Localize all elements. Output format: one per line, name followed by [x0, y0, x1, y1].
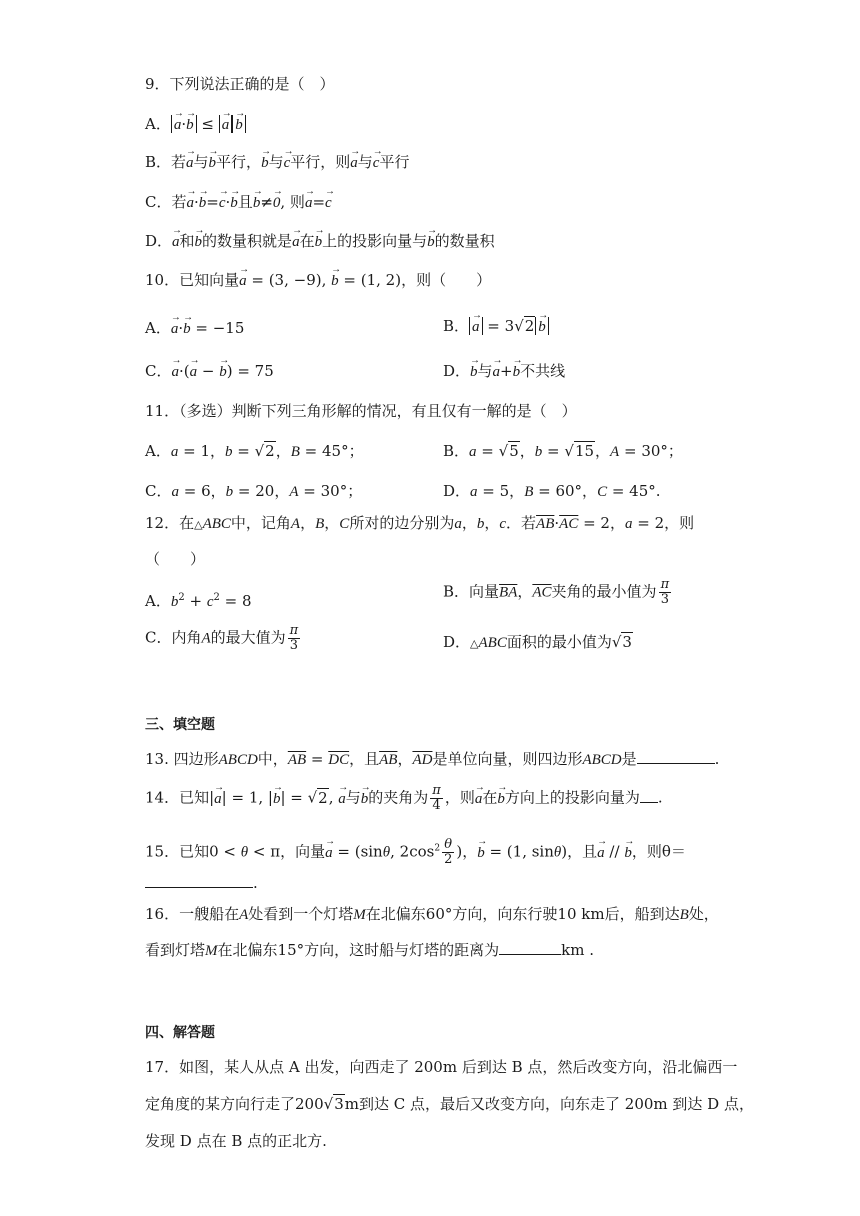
section-fill-in-blank-heading: 三、填空题	[145, 717, 215, 733]
q14: 14．已知|→ a| = 1, |→ b| = √2, → a与→ b的夹角为 $\frac{\pi}{4}$ ，则→ a在→ b方向上的投影向量为 .	[145, 784, 663, 813]
q10-option-c: C．→ a·(→ a − → b) = 75	[145, 361, 274, 382]
q12-option-a: A．$b^2 + c^2 = 8$	[145, 592, 252, 610]
q15-answer-blank[interactable]: .	[145, 873, 258, 893]
q17-line2: 定角度的某方向行走了200√3m到达 C 点，最后又改变方向，向东走了 200m 到达 D 点，	[145, 1095, 754, 1113]
q9-option-b: B．若→ a与→ b平行，→ b与→ c平行，则→ a与→ c平行	[145, 152, 409, 173]
q17-line1: 17．如图，某人从点 A 出发，向西走了 200m 后到达 B 点，然后改变方向，沿北偏西一	[145, 1058, 738, 1076]
q9-option-c: C．若→ a·→ b=→ c·→ b且→ b≠→ 0, 则→ a=→ c	[145, 192, 332, 213]
q10-option-a: A．→ a·→ b = −15	[145, 318, 244, 339]
q17-line3: 发现 D 点在 B 点的正北方.	[145, 1132, 327, 1150]
q11-option-d: D．a = 5，B = 60°，C = 45°.	[443, 482, 661, 500]
q12-stem-line2: （ ）	[145, 550, 206, 568]
q12-option-b: B．向量$\overline{BA}$，$\overline{AC}$夹角的最小值为 $\frac{\pi}{3}$	[443, 577, 670, 607]
q10-stem: 10．已知向量→ a = (3, −9), → b = (1, 2)，则（ ）	[145, 270, 491, 291]
q9-stem: 9．下列说法正确的是（ ）	[145, 75, 335, 93]
q16-line1: 16．一艘船在A处看到一个灯塔M在北偏东60°方向，向东行驶10 km后，船到达B处，	[145, 905, 719, 923]
q9-option-d: D．→ a和→ b的数量积就是→ a在→ b上的投影向量与→ b的数量积	[145, 231, 495, 252]
q12-option-d: D．△ABC面积的最小值为√3	[443, 633, 632, 651]
q11-option-b: B．a = √5，b = √15，A = 30°；	[443, 442, 683, 460]
section-answer-heading: 四、解答题	[145, 1025, 215, 1041]
q9-option-a: A． → a·→ b ≤ → a → b	[145, 114, 246, 135]
q15: 15．已知0 < θ < π，向量→ a = (sinθ, $2\cos^2$ $\frac{\theta}{2}$ )，→ b = (1, sinθ)，且→ a // → b，则θ＝	[145, 838, 686, 867]
q11-option-c: C．a = 6，b = 20，A = 30°；	[145, 482, 363, 500]
q12-stem: 12．在△ABC中，记角A，B，C所对的边分别为a，b，c．若$\overline{AB}\cdot\overline{AC} = 2$，a = 2，则	[145, 514, 695, 532]
q12-option-c: C．内角A的最大值为 $\frac{\pi}{3}$	[145, 623, 299, 653]
q11-option-a: A．a = 1，b = √2，B = 45°；	[145, 442, 364, 460]
q11-stem: 11．（多选）判断下列三角形解的情况，有且仅有一解的是（ ）	[145, 402, 577, 420]
q16-line2: 看到灯塔M在北偏东15°方向，这时船与灯塔的距离为 km .	[145, 941, 595, 959]
q10-option-d: D．→ b与→ a+→ b不共线	[443, 361, 565, 382]
q13: 13. 四边形ABCD中，$\overline{AB} = \overline{DC}$，且$\overline{AB}$，$\overline{AD}$是单位向量，则四边形ABCD是 .	[145, 750, 720, 768]
q10-option-b: B． → a = 3√2 → b	[443, 316, 549, 337]
